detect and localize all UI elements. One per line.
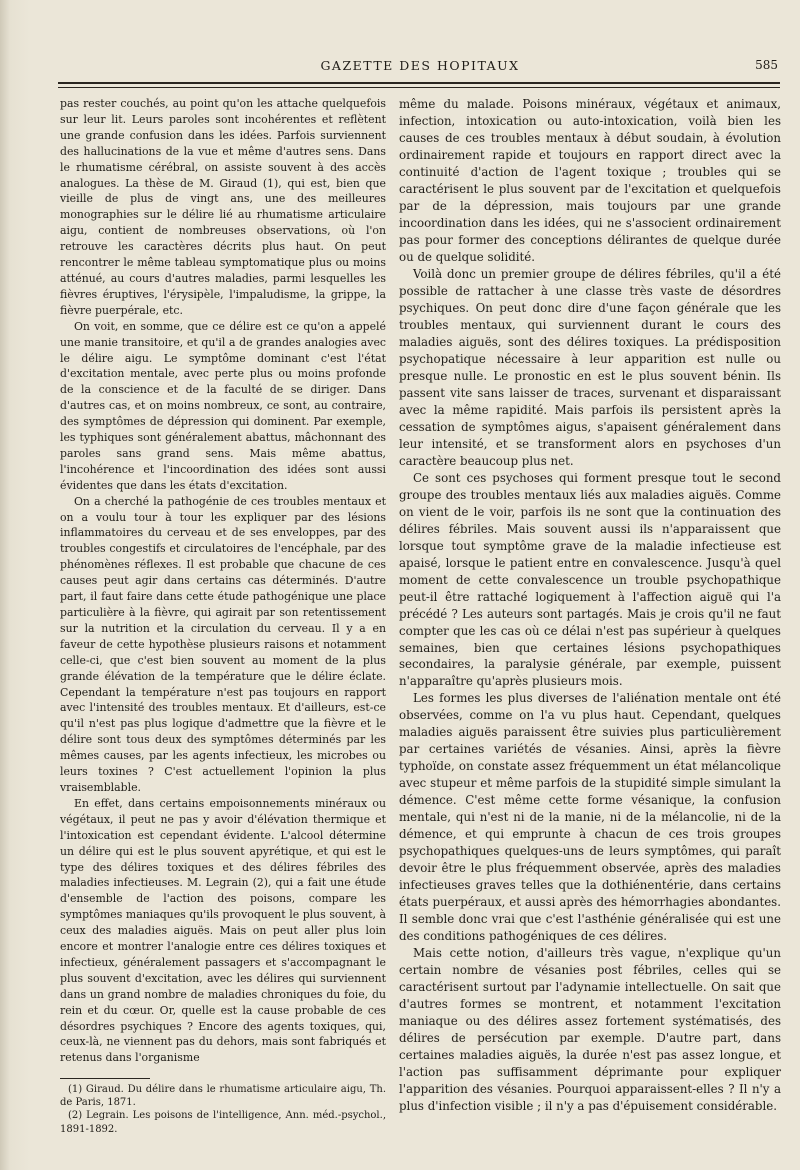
paragraph: En effet, dans certains empoisonnements minéraux ou végétaux, il peut ne pas y avoir d'élévation thermique et l'intoxication est cependant évidente. L'alcool détermine un délire qui est le plus souvent apyrétique, et qui est le type des délires toxiques et des délires fébriles des maladies infectieuses. M. Legrain (2), qui a fait une étude d'ensemble de l'action des poisons, compare les symptômes maniaques qu'ils provoquent le plus souvent, à ceux des maladies aiguës. Mais on peut aller plus loin encore et montrer l'analogie entre ces délires toxiques et infectieux, généralement passagers et s'accompagnant le plus souvent d'excitation, avec les délires qui surviennent dans un grand nombre de maladies chroniques du foie, du rein et du cœur. Or, quelle est la cause probable de ces désordres psychiques ? Encore des agents toxiques, qui, ceux-là, ne viennent pas du dehors, mais sont fabriqués et retenus dans l'organisme [60,796,386,1065]
footnotes [60,1083,386,1136]
paragraph: même du malade. Poisons minéraux, végétaux et animaux, infection, intoxication ou auto-intoxication, voilà bien les causes de ces troubles mentaux à début soudain, à évolution ordinairement rapide et toujours en rapport direct avec la continuité d'action de l'agent toxique ; troubles qui se caractérisent le plus souvent par de l'excitation et quelquefois par de la dépression, mais toujours par une grande incoordination dans les idées, qui ne s'associent ordinairement pas pour former des conceptions délirantes de quelque durée ou de quelque solidité. [399,97,781,264]
paragraph: Les formes les plus diverses de l'aliénation mentale ont été observées, comme on l'a vu plus haut. Cependant, quelques maladies aiguës paraissent être suivies plus particulièrement par certaines variétés de vésanies. Ainsi, après la fièvre typhoïde, on constate assez fréquemment un état mélancolique avec stupeur et même parfois de la stupidité simple simulant la démence. C'est même cette forme vésanique, la confusion mentale, qui n'est ni de la manie, ni de la mélancolie, ni de la démence, et qui emprunte à chacun de ces trois groupes psychopathiques quelques-uns de leurs symptômes, qui paraît devoir être le plus fréquemment observée, après des maladies infectieuses graves telles que la dothiénentérie, dans certains états puerpéraux, et aussi après des hémorrhagies abondantes. Il semble donc vrai que c'est l'asthénie généralisée qui est une des conditions pathogéniques de ces délires. [399,691,781,944]
page-number: 585 [755,58,778,72]
paragraph: Mais cette notion, d'ailleurs très vague, n'explique qu'un certain nombre de vésanies post fébriles, celles qui se caractérisent surtout par l'adynamie intellectuelle. On sait que d'autres formes se montrent, et notamment l'excitation maniaque ou des délires assez fortement systématisés, des délires de persécution par exemple. D'autre part, dans certaines maladies aiguës, la durée n'est pas assez longue, et l'action pas suffisamment déprimante pour expliquer l'apparition des vésanies. Pourquoi apparaissent-elles ? Il n'y a plus d'infection visible ; il n'y a pas d'épuisement considérable. [399,946,781,1114]
right-column [399,96,781,1115]
header-rule-thin [58,87,780,88]
header-rule-thick [58,82,780,84]
paragraph: Ce sont ces psychoses qui forment presque tout le second groupe des troubles mentaux liés aux maladies aiguës. Comme on vient de le voir, parfois ils ne sont que la continuation des délires fébriles. Mais souvent aussi ils n'apparaissent que lorsque tout symptôme grave de la maladie infectieuse est apaisé, lorsque le patient entre en convalescence. Jusqu'à quel moment de cette convalescence un trouble psychopathique peut-il être rattaché logiquement à l'affection aiguë qui l'a précédé ? Les auteurs sont partagés. Mais je crois qu'il ne faut compter que les cas où ce délai n'est pas supérieur à quelques semaines, bien que certaines lésions psychopathiques secondaires, la paralysie générale, par exemple, puissent n'apparaître qu'après plusieurs mois. [399,470,781,689]
left-column [60,96,386,1066]
paragraph: On voit, en somme, que ce délire est ce qu'on a appelé une manie transitoire, et qu'il a de grandes analogies avec le délire aigu. Le symptôme dominant c'est l'état d'excitation mentale, avec perte plus ou moins profonde de la conscience et de la faculté de se diriger. Dans d'autres cas, et on moins nombreux, ce sont, au contraire, des symptômes de dépression qui dominent. Par exemple, les typhiques sont généralement abattus, mâchonnant des paroles sans grand sens. Mais même abattus, l'incohérence et l'incoordination des idées sont aussi évidentes que dans les états d'excitation. [60,319,386,492]
journal-title: GAZETTE DES HOPITAUX [320,58,520,73]
paragraph: Voilà donc un premier groupe de délires fébriles, qu'il a été possible de rattacher à une classe très vaste de désordres psychiques. On peut donc dire d'une façon générale que les troubles mentaux, qui surviennent durant le cours des maladies aiguës, sont des délires toxiques. La prédisposition psychopatique nécessaire à leur apparition est nulle ou presque nulle. Le pronostic en est le plus souvent bénin. Ils passent vite sans laisser de traces, survenant et disparaissant avec la même rapidité. Mais parfois ils persistent après la cessation de symptômes aigus, s'apaisent généralement dans leur intensité, et se transforment alors en psychoses d'un caractère beaucoup plus net. [399,266,781,468]
footnote: (1) Giraud. Du délire dans le rhumatisme articulaire aigu, Th. de Paris, 1871. [60,1084,386,1109]
page-header [60,56,780,78]
footnote: (2) Legrain. Les poisons de l'intelligence, Ann. méd.-psychol., 1891-1892. [60,1110,386,1135]
footnote-divider [60,1078,150,1079]
paragraph: pas rester couchés, au point qu'on les attache quelquefois sur leur lit. Leurs paroles sont incohérentes et reflètent une grande confusion dans les idées. Parfois surviennent des hallucinations de la vue et même d'autres sens. Dans le rhumatisme cérébral, on assiste souvent à des accès analogues. La thèse de M. Giraud (1), qui est, bien que vieille de plus de vingt ans, une des meilleures monographies sur le délire lié au rhumatisme articulaire aigu, contient de nombreuses observations, où l'on retrouve les caractères décrits plus haut. On peut rencontrer le même tableau symptomatique plus ou moins atténué, au cours d'autres maladies, parmi lesquelles les fièvres éruptives, l'érysipèle, l'impaludisme, la grippe, la fièvre puerpérale, etc. [60,97,386,317]
paragraph: On a cherché la pathogénie de ces troubles mentaux et on a voulu tour à tour les expliquer par des lésions inflammatoires du cerveau et de ses enveloppes, par des troubles congestifs et circulatoires de l'encéphale, par des phénomènes réflexes. Il est probable que chacune de ces causes peut agir dans certains cas déterminés. D'autre part, il faut faire dans cette étude pathogénique une place particulière à la fièvre, qui agirait par son retentissement sur la nutrition et la circulation du cerveau. Il y a en faveur de cette hypothèse plusieurs raisons et notamment celle-ci, que c'est bien souvent au moment de la plus grande élévation de la température que le délire éclate. Cependant la température n'est pas toujours en rapport avec l'intensité des troubles mentaux. Et d'ailleurs, est-ce qu'il n'est pas plus logique d'admettre que la fièvre et le délire sont tous deux des symptômes déterminés par les mêmes causes, par les agents infectieux, les microbes ou leurs toxines ? C'est actuellement l'opinion la plus vraisemblable. [60,494,386,794]
